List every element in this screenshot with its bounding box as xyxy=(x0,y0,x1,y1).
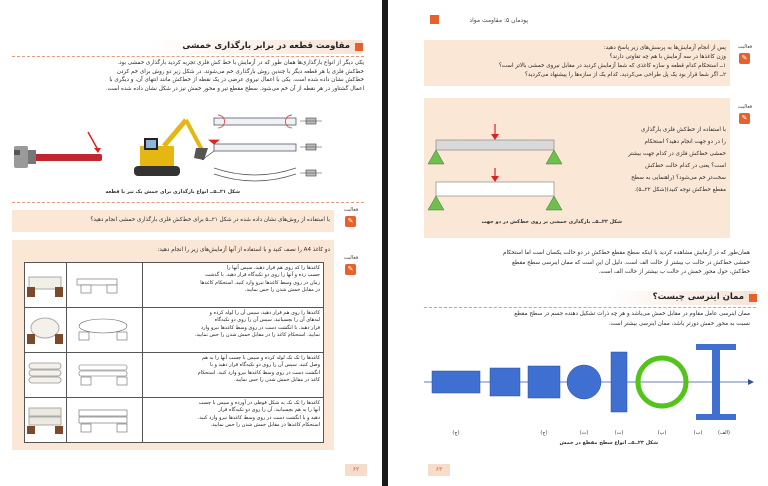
shape-label: (ج) xyxy=(540,430,548,436)
ruler-edge-setup xyxy=(428,168,562,210)
paper-tubes-photo xyxy=(25,353,65,393)
table-row xyxy=(25,308,324,353)
shape-label: (ت) xyxy=(614,430,624,436)
table-cell-text: کاغذها را که روی هم قرار دهید، سپس آنها را جسب زده و آنها را روی دو تکیه‌گاه قرار دهید. با گذشت زمان در روی وسط کاغذها نیرو وارد کنید. استحکام کاغذها در مقابل خمش شدن را حس نمایید. xyxy=(200,265,320,293)
activity-1-text: پس از انجام آزمایش‌ها به پرسش‌های زیر پاسخ دهید: وزن کاغذها در سه آزمایش با هم چه تفاوتی دارند؟ ۱ــ استحکام کدام قطعه و سازه کاغذی که شما آزمایش کردید در مقابل نیروی خمشی بالاتر است؟ ۲ــ اگر شما قرار بود یک پل طراحی می‌کردید، کدام یک از سازه‌ها را پیشنهاد می‌کردید؟ xyxy=(498,45,726,78)
section-title-underline xyxy=(12,56,364,57)
chapter-header: پودمان ۵: مقاومت مواد xyxy=(469,17,528,24)
paper-roll-photo xyxy=(25,308,65,348)
page-number: ۶۳ xyxy=(428,464,450,476)
activity-label: فعالیت xyxy=(737,104,753,110)
paper-stack-photo xyxy=(25,263,65,303)
paper-roll-diagram xyxy=(67,308,141,348)
figure-divider xyxy=(12,202,364,203)
section-square xyxy=(528,366,560,398)
activity-2-text: دو کاغذ A4 را نصف کنید و با استفاده از آنها آزمایش‌های زیر را انجام دهید: xyxy=(157,247,330,253)
section-circle xyxy=(567,365,601,399)
intro-paragraph: یکی دیگر از انواع بارگذاری‌ها همان طور که در آزمایش با خط کش فلزی تجربه کردید بارگذاری خمشی بود. خط‌کش فلزی یا هر قطعه دیگر با چندین روش بارگذاری خم می‌شوند. در شکل زیر دو روش برای خم کردن خط‌کش نشان داده شده است. یکی با اعمال نیروی عرضی در یک نقطه از خط‌کش مانند انتهای آن، و دیگری با اعمال گشتاور در هر نقطه از آن خم می‌شود. سطح مقطع تیر و محور خمش نیز در شکل نشان داده شده است. xyxy=(105,60,364,92)
paper-stack-diagram xyxy=(67,263,141,303)
section-title-underline xyxy=(424,307,756,308)
paper-experiment-table xyxy=(24,262,324,443)
activity-icon: ✎ xyxy=(345,264,356,275)
section-marker-square xyxy=(355,43,363,51)
table-row xyxy=(25,263,324,308)
page-number: ۶۲ xyxy=(345,464,367,476)
section-title: مقاومت قطعه در برابر بارگذاری خمشی xyxy=(182,41,350,51)
shape-label: (پ) xyxy=(657,430,667,436)
shape-label: (الف) xyxy=(718,430,730,436)
shape-label: (ب) xyxy=(693,430,703,436)
paper-tubes-diagram xyxy=(67,353,141,393)
paper-boxes-diagram xyxy=(67,398,141,438)
section-tall-rectangle xyxy=(611,352,627,412)
activity-icon: ✎ xyxy=(345,216,356,227)
section-marker-square xyxy=(749,294,757,302)
activity-1-text: با استفاده از روش‌های نشان داده شده در شکل ۲۱ــ۵ برای خط‌کش فلزی بارگذاری خمشی انجام دهید؟ xyxy=(90,217,330,223)
figure-22-caption: شکل ۲۲ــ۵ــ بارگذاری خمشی بر روی خط‌کش در دو جهت xyxy=(481,219,622,225)
table-cell-text: کاغذها را تک تک به شکل قوطی در آورده و سپس با چسب آنها را به هم بچسبانید. آن را روی دو تکیه‌گاه قرار دهید و با انگشت دست در روی وسط کاغذها نیرو وارد کنید. استحکام کاغذها در مقابل خمش شدن را حس نمایید. xyxy=(197,400,320,428)
activity-label: فعالیت xyxy=(737,44,753,50)
excavator-illustration xyxy=(134,120,208,176)
table-cell-text: کاغذها را روی هم قرار دهید، سپس آن را لوله کرده و لبه‌های آن را بچسبانید. سپس آن را روی دو تکیه‌گاه قرار دهید. با انگشت دست در روی وسط کاغذها نیرو وارد نمایید. استحکام کاغذ را در مقابل خمش شدن را حس نمایید. xyxy=(194,310,320,338)
activity-icon: ✎ xyxy=(739,113,750,124)
pipe-wrench-illustration xyxy=(14,132,102,168)
paper-boxes-photo xyxy=(25,398,65,438)
cross-section-icons xyxy=(300,118,322,176)
figure-21-caption: شکل ۲۱ــ۵ــ انواع بارگذاری برای خمش یک تیر یا قطعه xyxy=(105,189,240,195)
bending-load-figure xyxy=(14,110,364,190)
table-row xyxy=(25,398,324,443)
section-rectangle xyxy=(490,368,520,396)
left-page xyxy=(0,0,382,486)
section-wide-rectangle xyxy=(432,371,480,393)
shape-label: (چ) xyxy=(452,430,460,436)
activity-2-text: با استفاده از خط‌کش فلزی بارگذاری را در دو جهت انجام دهید؟ استحکام خمشی خط‌کش فلزی در کدام جهت بیشتر است؟ یعنی در کدام حالت خط‌کش سخت‌تر خم می‌شود؟ (راهنمایی به سطح مقطع خط‌کش توجه کنید)(شکل ۲۲ــ۵). xyxy=(628,127,726,193)
right-page xyxy=(388,0,768,486)
cross-sections-figure xyxy=(424,338,758,438)
activity-icon: ✎ xyxy=(739,53,750,64)
activity-label: فعالیت xyxy=(343,207,359,213)
beam-moment-diagram xyxy=(202,115,296,181)
ruler-bending-figure xyxy=(428,120,564,216)
ruler-flat-setup xyxy=(428,124,562,164)
header-marker-square xyxy=(430,15,439,24)
activity-label: فعالیت xyxy=(343,255,359,261)
section-title: ممان اینرسی چیست؟ xyxy=(652,292,744,302)
table-row xyxy=(25,353,324,398)
explanation-paragraph: همان‌طور که در آزمایش مشاهده کردید با اینکه سطح مقطع خط‌کش در دو حالت یکسان است اما استحکام خمشی خط‌کش در حالت ب بیشتر از حالت الف است. دلیل آن این است که ممان اینرسی سطح مقطع خط‌کش، حول محور خمش در حالت ب بیشتر از حالت الف است. xyxy=(503,250,750,275)
inertia-paragraph: ممان اینرسی عامل مقاوم در مقابل خمش می‌باشد و هر چه ذرات تشکیل دهنده جسم در سطح مقطع نسبت به محور خمش دورتر باشد، ممان اینرسی بیشتر است. xyxy=(514,311,750,327)
shape-label: (ث) xyxy=(579,430,589,436)
table-cell-text: کاغذها را تک تک لوله کرده و سپس با چسب آنها را به هم وصل کنید. سپس آن را روی دو تکیه‌گاه قرار دهید و با انگشت دست در روی وسط کاغذها نیرو وارد کنید. استحکام کاغذ در مقابل خمش شدن را حس نمایید. xyxy=(197,355,320,383)
figure-23-caption: شکل ۲۳ــ۵ــ انواع سطح مقطع در خمش xyxy=(559,440,658,446)
